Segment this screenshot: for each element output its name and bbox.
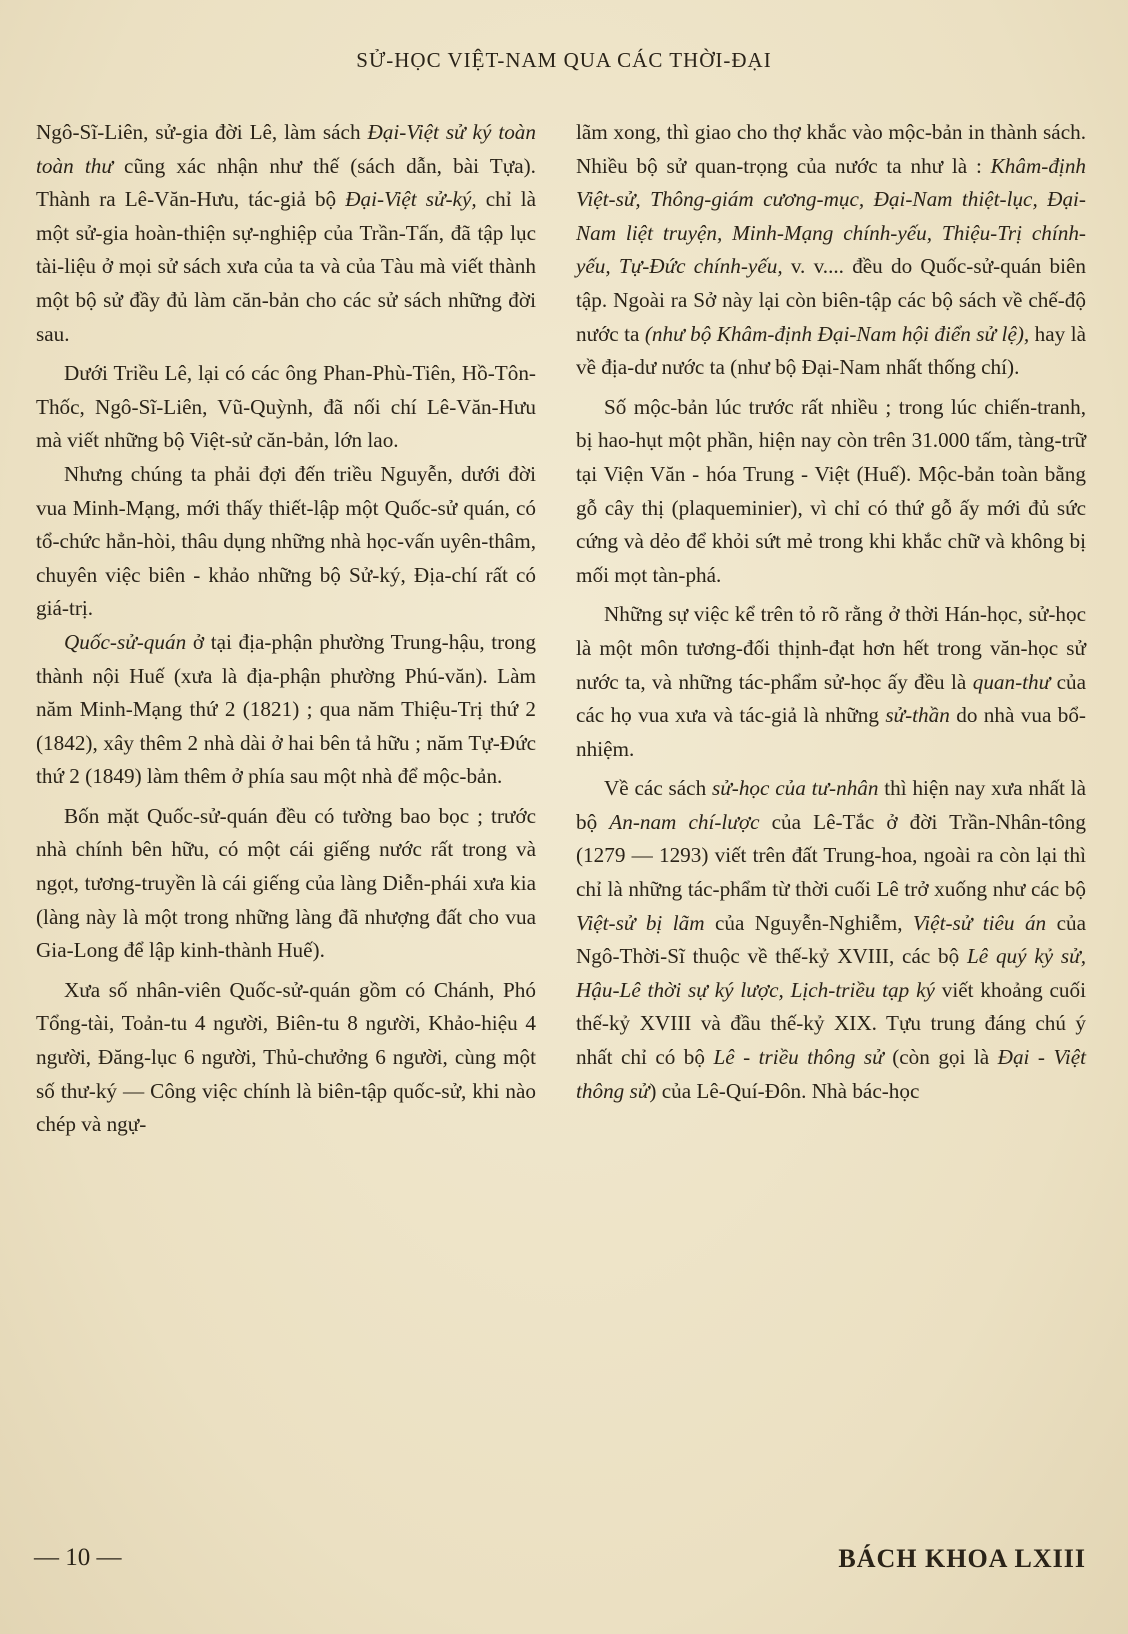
left-column	[36, 116, 536, 1142]
text-run: viết khoảng cuối thế-kỷ XVIII và đầu thế-kỷ XIX. Tựu trung đáng chú ý nhất chỉ có bộ	[576, 977, 1086, 1070]
paragraph	[36, 458, 536, 626]
paragraph	[36, 116, 536, 351]
italic-text-run: Quốc-sử-quán	[64, 629, 187, 654]
text-run: Ngô-Sĩ-Liên, sử-gia đời Lê, làm sách	[36, 120, 368, 144]
text-run: thì hiện nay xưa nhất là bộ	[576, 776, 1086, 834]
italic-text-run: (như bộ Khâm-định Đại-Nam hội điển sử lệ),	[644, 321, 1030, 346]
paragraph	[576, 391, 1086, 593]
text-run: Số mộc-bản lúc trước rất nhiều ; trong lúc chiến-tranh, bị hao-hụt một phần, hiện nay còn trên 31.000 tấm, tàng-trữ tại Viện Văn - hóa Trung - Việt (Huế). Mộc-bản toàn bằng gỗ cây thị (plaqueminier), vì chỉ có thứ gỗ ấy mới đủ sức cứng và dẻo để khỏi sứt mẻ trong khi khắc chữ và không bị mối mọt tàn-phá.	[576, 394, 1086, 587]
paragraph	[576, 598, 1086, 766]
text-run: do nhà vua bổ-nhiệm.	[576, 703, 1086, 761]
text-run: (còn gọi là	[883, 1045, 998, 1070]
page-number: — 10 —	[34, 1544, 122, 1571]
text-run: chỉ là một sử-gia hoàn-thiện sự-nghiệp của Trần-Tấn, đã tập lục tài-liệu ở mọi sử sách xưa của ta và của Tàu mà viết thành một bộ sử đầy đủ làm căn-bản cho các sử sách những đời sau.	[36, 187, 536, 346]
text-run: Dưới Triều Lê, lại có các ông Phan-Phù-Tiên, Hồ-Tôn-Thốc, Ngô-Sĩ-Liên, Vũ-Quỳnh, đã nối chí Lê-Văn-Hưu mà viết những bộ Việt-sử căn-bản, lớn lao.	[36, 361, 536, 453]
italic-text-run: Khâm-định Việt-sử, Thông-giám cương-mục, Đại-Nam thiệt-lục, Đại-Nam liệt truyện, Minh-Mạng chính-yếu, Thiệu-Trị chính-yếu, Tự-Đức chính-yếu,	[576, 153, 1086, 279]
text-run: ở tại địa-phận phường Trung-hậu, trong thành nội Huế (xưa là địa-phận phường Phú-văn). Làm năm Minh-Mạng thứ 2 (1821) ; qua năm Thiệu-Trị thứ 2 (1842), xây thêm 2 nhà dài ở hai bên tả hữu ; năm Tự-Đức thứ 2 (1849) làm thêm ở phía sau một nhà để mộc-bản.	[36, 629, 536, 789]
text-run: Về các sách	[604, 776, 712, 801]
italic-text-run: quan-thư	[972, 669, 1051, 694]
paragraph	[36, 357, 536, 458]
italic-text-run: Đại - Việt thông sử	[576, 1045, 1086, 1103]
paragraph	[576, 772, 1086, 1108]
text-run: của Lê-Tắc ở đời Trần-Nhân-tông (1279 — 1293) viết trên đất Trung-hoa, ngoài ra còn lại thì chỉ là những tác-phẩm từ thời cuối Lê trở xuống như các bộ	[576, 809, 1086, 902]
italic-text-run: Việt-sử bị lãm	[576, 910, 705, 935]
text-run: ) của Lê-Quí-Đôn. Nhà bác-học	[649, 1078, 920, 1103]
text-run: Nhưng chúng ta phải đợi đến triều Nguyễn, dưới đời vua Minh-Mạng, mới thấy thiết-lập một Quốc-sử quán, có tổ-chức hẳn-hòi, thâu dụng những nhà học-vấn uyên-thâm, chuyên việc biên - khảo những bộ Sử-ký, Địa-chí rất có giá-trị.	[36, 461, 536, 621]
right-column	[576, 116, 1086, 1108]
magazine-issue: BÁCH KHOA LXIII	[838, 1544, 1086, 1573]
text-run: v. v.... đều do Quốc-sử-quán biên tập. Ngoài ra Sở này lại còn biên-tập các bộ sách về chế-độ nước ta	[576, 254, 1087, 346]
running-header: SỬ-HỌC VIỆT-NAM QUA CÁC THỜI-ĐẠI	[356, 48, 772, 72]
italic-text-run: Việt-sử tiêu án	[912, 910, 1047, 935]
text-run: Những sự việc kể trên tỏ rõ rằng ở thời Hán-học, sử-học là một môn tương-đối thịnh-đạt hơn hết trong văn-học sử nước ta, và những tác-phẩm sử-học ấy đều là	[576, 602, 1086, 694]
italic-text-run: Lê quý kỷ sử, Hậu-Lê thời sự ký lược, Lịch-triều tạp ký	[576, 944, 1086, 1002]
text-run: Xưa số nhân-viên Quốc-sử-quán gồm có Chánh, Phó Tổng-tài, Toản-tu 4 người, Biên-tu 8 người, Khảo-hiệu 4 người, Đăng-lục 6 người, Thủ-chưởng 6 người, cùng một số thư-ký — Công việc chính là biên-tập quốc-sử, khi nào chép và ngự-	[36, 977, 536, 1137]
text-run: cũng xác nhận như thế (sách dẫn, bài Tựa). Thành ra Lê-Văn-Hưu, tác-giả bộ	[36, 153, 536, 212]
text-run: của Ngô-Thời-Sĩ thuộc về thế-kỷ XVIII, các bộ	[576, 910, 1086, 969]
text-run: của các họ vua xưa và tác-giả là những	[576, 669, 1086, 728]
italic-text-run: Lê - triều thông sử	[713, 1045, 884, 1070]
italic-text-run: Đại-Việt sử ký toàn toàn thư	[36, 120, 536, 178]
italic-text-run: Đại-Việt sử-ký,	[345, 187, 477, 212]
paragraph	[36, 800, 536, 968]
text-run: của Nguyễn-Nghiễm,	[704, 910, 913, 935]
paragraph	[36, 626, 536, 794]
paragraph	[36, 974, 536, 1142]
text-run: hay là về địa-dư nước ta (như bộ Đại-Nam nhất thống chí).	[576, 321, 1086, 380]
italic-text-run: An-nam chí-lược	[609, 809, 760, 834]
paragraph	[576, 116, 1086, 385]
text-run: lãm xong, thì giao cho thợ khắc vào mộc-bản in thành sách. Nhiều bộ sử quan-trọng của nước ta như là :	[576, 120, 1086, 178]
italic-text-run: sử-thần	[885, 703, 950, 728]
text-run: Bốn mặt Quốc-sử-quán đều có tường bao bọc ; trước nhà chính bên hữu, có một cái giếng nước rất trong và ngọt, tương-truyền là cái giếng của làng Diễn-phái xưa kia (làng này là một trong những làng đã nhượng đất cho vua Gia-Long để lập kinh-thành Huế).	[36, 803, 536, 963]
italic-text-run: sử-học của tư-nhân	[711, 776, 879, 801]
